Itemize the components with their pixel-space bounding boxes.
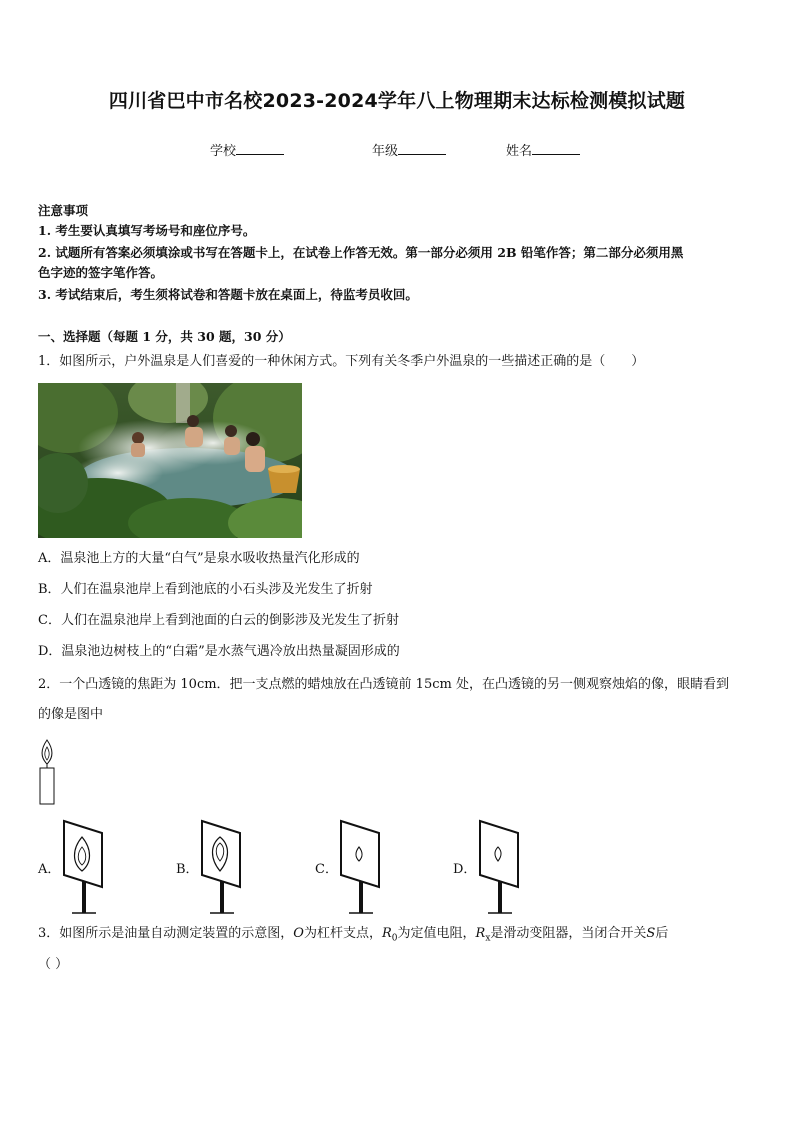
question-1-stem: 1．如图所示，户外温泉是人们喜爱的一种休闲方式。下列有关冬季户外温泉的一些描述正确的是（ ） <box>38 354 645 369</box>
notice-item-1: 1. 考生要认真填写考场号和座位序号。 <box>38 223 256 238</box>
var-r0-sub: 0 <box>391 933 398 944</box>
question-3-part-2: 为杠杆支点， <box>303 926 382 941</box>
question-2-stem-line-1: 2．一个凸透镜的焦距为 10cm．把一支点燃的蜡烛放在凸透镜前 15cm 处，在凸透镜的另一侧观察烛焰的像，眼睛看到 <box>38 677 729 692</box>
school-label: 学校 <box>210 144 237 159</box>
name-label: 姓名 <box>506 144 533 159</box>
question-1-option-a: A．温泉池上方的大量“白气”是泉水吸收热量汽化形成的 <box>38 551 360 566</box>
notice-heading: 注意事项 <box>38 203 89 218</box>
question-1-option-b: B．人们在温泉池岸上看到池底的小石头涉及光发生了折射 <box>38 582 373 597</box>
name-blank[interactable] <box>532 142 580 155</box>
question-2-option-d-label: D． <box>453 862 477 877</box>
question-2-stem-line-2: 的像是图中 <box>38 707 104 722</box>
notice-item-2: 2. 试题所有答案必须填涂或书写在答题卡上，在试卷上作答无效。第一部分必须用 2B 铅笔作答；第二部分必须用黑 <box>38 245 684 260</box>
school-field <box>210 140 284 159</box>
var-rx: R <box>475 926 486 941</box>
question-3-part-4: 是滑动变阻器，当闭合开关 <box>490 926 647 941</box>
question-3-part-5: 后 <box>655 926 669 941</box>
var-r0: R <box>381 926 392 941</box>
question-2-option-a-screen <box>58 815 108 919</box>
section-heading: 一、选择题（每题 1 分，共 30 题，30 分） <box>38 329 291 344</box>
question-2-option-b-label: B． <box>176 862 199 877</box>
question-3-part-1: 3．如图所示是油量自动测定装置的示意图， <box>38 926 294 941</box>
candle-figure <box>36 738 60 812</box>
question-2-option-c-screen <box>335 815 385 919</box>
question-2-option-b-screen <box>196 815 246 919</box>
question-3-stem <box>38 924 668 949</box>
grade-blank[interactable] <box>398 142 446 155</box>
notice-item-2-cont: 色字迹的签字笔作答。 <box>38 265 164 280</box>
question-1-option-d: D．温泉池边树枝上的“白霜”是水蒸气遇冷放出热量凝固形成的 <box>38 644 400 659</box>
school-blank[interactable] <box>236 142 284 155</box>
var-s: S <box>646 926 656 941</box>
grade-field <box>372 140 446 159</box>
page-title: 四川省巴中市名校2023-2024学年八上物理期末达标检测模拟试题 <box>108 90 686 112</box>
hot-spring-photo <box>38 383 302 538</box>
question-2-option-c-label: C． <box>315 862 338 877</box>
notice-item-3: 3. 考试结束后，考生须将试卷和答题卡放在桌面上，待监考员收回。 <box>38 287 418 302</box>
question-2-option-a-label: A． <box>38 862 61 877</box>
var-rx-sub: x <box>485 933 491 944</box>
question-2-option-d-screen <box>474 815 524 919</box>
grade-label: 年级 <box>372 144 399 159</box>
question-1-option-c: C．人们在温泉池岸上看到池面的白云的倒影涉及光发生了折射 <box>38 613 399 628</box>
var-o: O <box>293 926 304 941</box>
question-3-answer-brackets: （ ） <box>38 957 69 972</box>
question-3-part-3: 为定值电阻， <box>397 926 476 941</box>
name-field <box>506 140 580 159</box>
